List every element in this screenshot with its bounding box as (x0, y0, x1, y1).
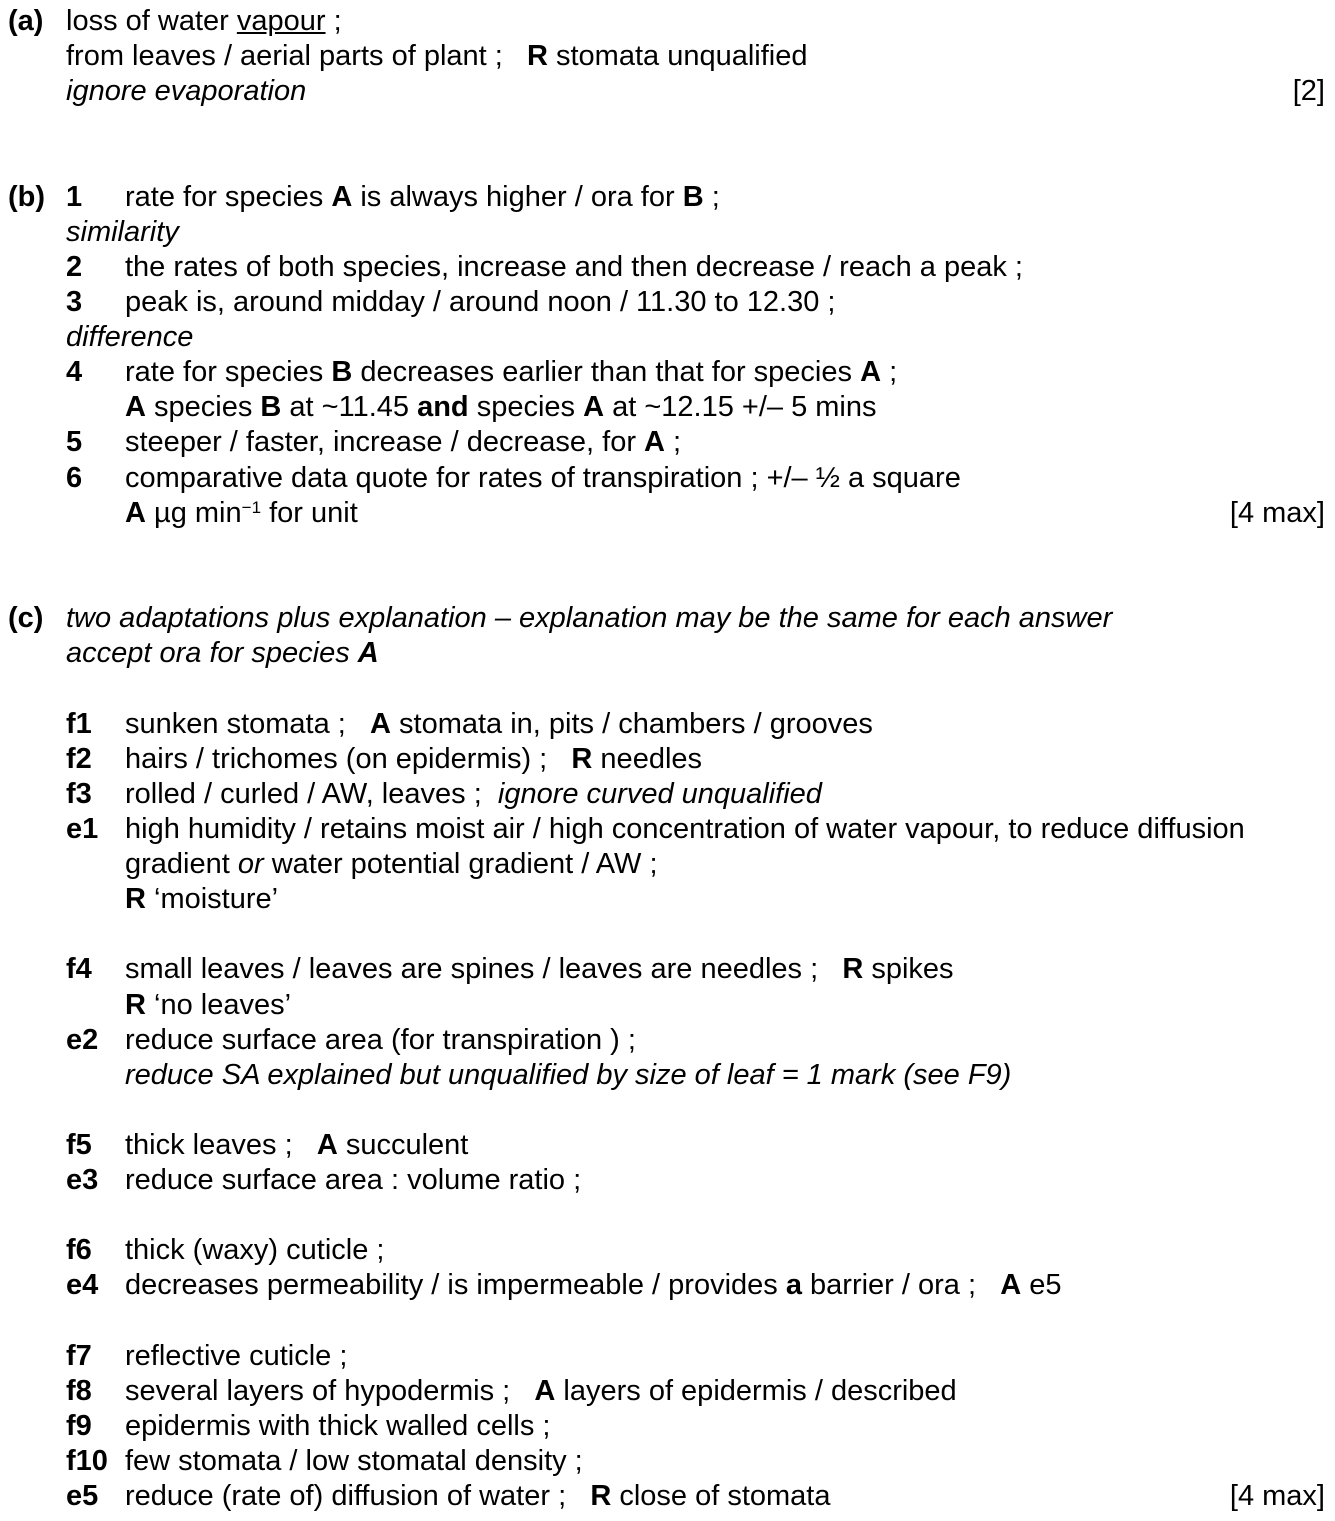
point-label: f10 (66, 1445, 108, 1477)
part-a-line-1: loss of water vapour ; (66, 5, 342, 37)
point-label: f2 (66, 743, 92, 775)
part-c-e3: reduce surface area : volume ratio ; (125, 1164, 582, 1196)
point-label: f4 (66, 953, 92, 985)
point-label: f1 (66, 708, 92, 740)
point-label: f7 (66, 1340, 92, 1372)
point-label: e1 (66, 813, 99, 845)
part-b-point-5: steeper / faster, increase / decrease, for A ; (125, 426, 682, 458)
part-c-f6: thick (waxy) cuticle ; (125, 1234, 385, 1266)
part-c-f4-line-1: small leaves / leaves are spines / leaves are needles ; R spikes (125, 953, 954, 985)
part-b-point-3: peak is, around midday / around noon / 11.30 to 12.30 ; (125, 286, 836, 318)
point-label: 1 (66, 181, 83, 213)
part-c-e1-line-3: R ‘moisture’ (125, 883, 279, 915)
part-c-e5: reduce (rate of) diffusion of water ; R close of stomata (125, 1480, 831, 1512)
part-c-e1-line-1: high humidity / retains moist air / high concentration of water vapour, to reduce diffusion (125, 813, 1245, 845)
point-label: e3 (66, 1164, 99, 1196)
point-label: 3 (66, 286, 83, 318)
part-c-e2-line-1: reduce surface area (for transpiration ) ; (125, 1024, 636, 1056)
point-label: e2 (66, 1024, 99, 1056)
part-c-f8: several layers of hypodermis ; A layers of epidermis / described (125, 1375, 957, 1407)
part-b-point-1: rate for species A is always higher / ora for B ; (125, 181, 720, 213)
point-label: e4 (66, 1269, 99, 1301)
point-label: e5 (66, 1480, 99, 1512)
part-b-label: (b) (8, 181, 46, 213)
point-label: 2 (66, 251, 83, 283)
part-c-f9: epidermis with thick walled cells ; (125, 1410, 551, 1442)
part-b-point-2: the rates of both species, increase and then decrease / reach a peak ; (125, 251, 1023, 283)
part-c-marks: [4 max] (1229, 1480, 1325, 1512)
part-b-marks: [4 max] (1229, 497, 1325, 529)
heading-similarity: similarity (66, 216, 179, 248)
part-a-line-3: ignore evaporation (66, 75, 307, 107)
part-c-f1: sunken stomata ; A stomata in, pits / chambers / grooves (125, 708, 873, 740)
part-c-e4: decreases permeability / is impermeable / provides a barrier / ora ; A e5 (125, 1269, 1062, 1301)
part-a-marks: [2] (1292, 75, 1325, 107)
part-b-point-4-note: A species B at ~11.45 and species A at ~12.15 +/– 5 mins (125, 391, 877, 423)
part-c-e1-line-2: gradient or water potential gradient / AW ; (125, 848, 658, 880)
point-label: f6 (66, 1234, 92, 1266)
part-b-point-6-note: A µg $\min^{-1}$ for unit (125, 497, 358, 529)
part-c-intro-2: accept ora for species A (66, 637, 379, 669)
point-label: f8 (66, 1375, 92, 1407)
part-c-f5: thick leaves ; A succulent (125, 1129, 469, 1161)
heading-difference: difference (66, 321, 194, 353)
part-c-f2: hairs / trichomes (on epidermis) ; R needles (125, 743, 703, 775)
part-c-f7: reflective cuticle ; (125, 1340, 348, 1372)
part-c-f4-line-2: R ‘no leaves’ (125, 989, 292, 1021)
part-c-label: (c) (8, 602, 44, 634)
point-label: f5 (66, 1129, 92, 1161)
part-b-point-4: rate for species B decreases earlier than that for species A ; (125, 356, 898, 388)
part-c-f10: few stomata / low stomatal density ; (125, 1445, 583, 1477)
part-a-label: (a) (8, 5, 44, 37)
part-c-f3: rolled / curled / AW, leaves ; ignore curved unqualified (125, 778, 822, 810)
point-label: 6 (66, 462, 83, 494)
part-a-line-2: from leaves / aerial parts of plant ; R stomata unqualified (66, 40, 808, 72)
part-b-point-6: comparative data quote for rates of transpiration ; +/– ½ a square (125, 462, 961, 494)
point-label: f9 (66, 1410, 92, 1442)
point-label: 4 (66, 356, 83, 388)
part-c-intro-1: two adaptations plus explanation – explanation may be the same for each answer (66, 602, 1113, 634)
point-label: f3 (66, 778, 92, 810)
part-c-e2-line-2: reduce SA explained but unqualified by size of leaf = 1 mark (see F9) (125, 1059, 1012, 1091)
point-label: 5 (66, 426, 83, 458)
